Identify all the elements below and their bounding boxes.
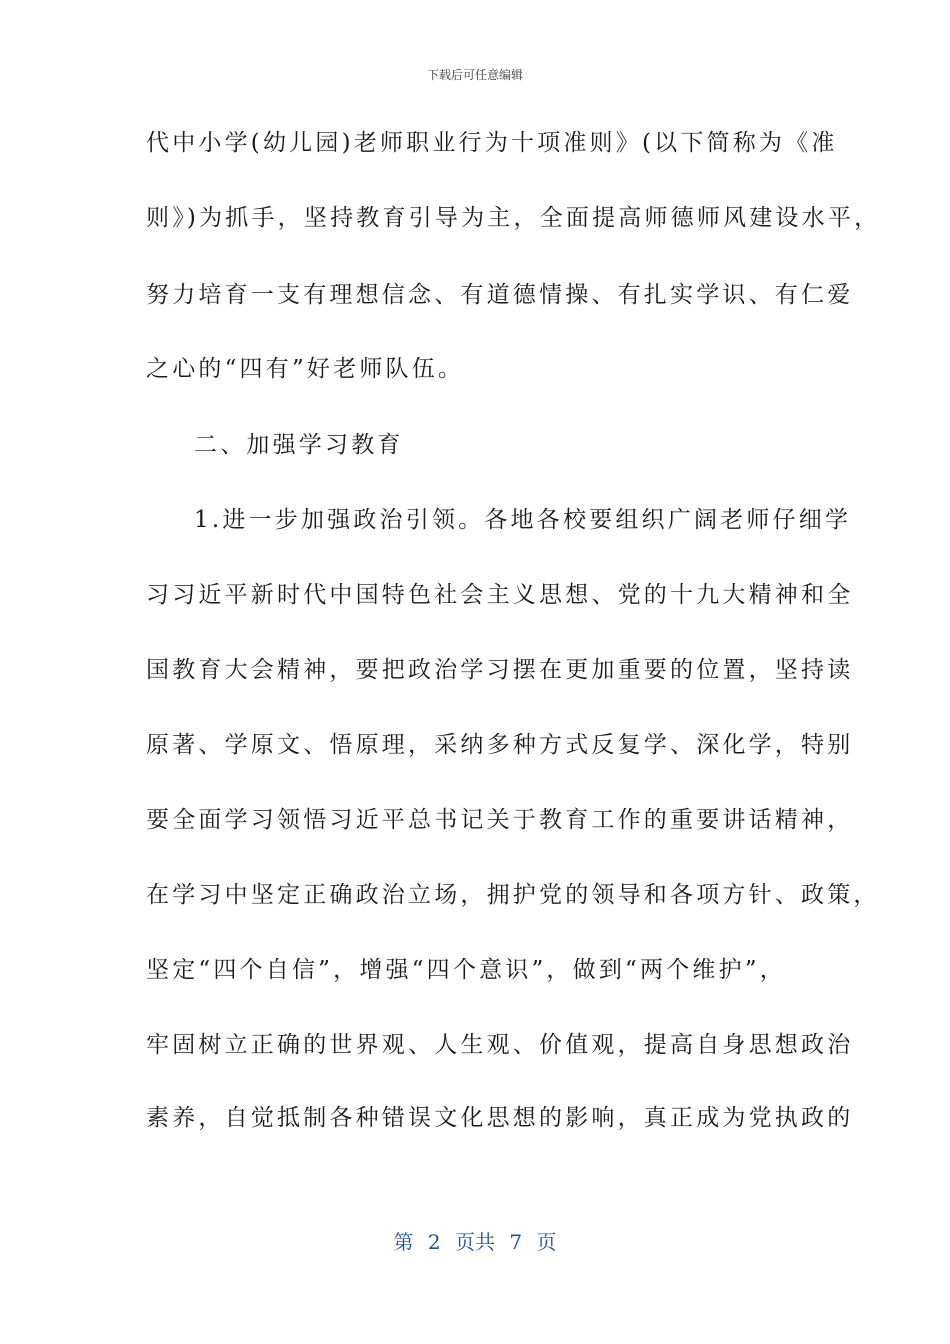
text-line-4: 之心的“四有”好老师队伍。: [146, 356, 465, 382]
page-header: 下载后可任意编辑: [426, 68, 523, 82]
text-line-8: 国教育大会精神，要把政治学习摆在更加重要的位置，坚持读: [146, 657, 854, 683]
text-line-2: 则》)为抓手，坚持教育引导为主，全面提高师德师风建设水平，: [146, 205, 881, 231]
page-footer: [0, 1226, 950, 1255]
footer-total-pages: 7: [509, 1230, 523, 1254]
text-line-11: 在学习中坚定正确政治立场，拥护党的领导和各项方针、政策，: [146, 882, 880, 908]
footer-page-number: 2: [427, 1230, 441, 1254]
text-line-9: 原著、学原文、悟原理，采纳多种方式反复学、深化学，特别: [146, 732, 854, 758]
footer-prefix: 第: [393, 1230, 414, 1254]
text-line-14: 素养，自觉抵制各种错误文化思想的影响，真正成为党执政的: [146, 1105, 854, 1131]
text-line-3: 努力培育一支有理想信念、有道德情操、有扎实学识、有仁爱: [146, 282, 854, 308]
text-line-1: 代中小学(幼儿园)老师职业行为十项准则》(以下简称为《准: [146, 130, 838, 156]
section-heading: 二、加强学习教育: [194, 432, 404, 458]
text-line-7: 习习近平新时代中国特色社会主义思想、党的十九大精神和全: [146, 582, 854, 608]
text-line-12: 坚定“四个自信”，增强“四个意识”，做到“两个维护”，: [146, 957, 786, 983]
text-line-10: 要全面学习领悟习近平总书记关于教育工作的重要讲话精神，: [146, 807, 854, 833]
text-line-13: 牢固树立正确的世界观、人生观、价值观，提高自身思想政治: [146, 1032, 854, 1058]
footer-suffix: 页: [536, 1230, 557, 1254]
text-line-6: 1.进一步加强政治引领。各地各校要组织广阔老师仔细学: [194, 507, 852, 533]
footer-middle: 页共: [455, 1230, 495, 1254]
